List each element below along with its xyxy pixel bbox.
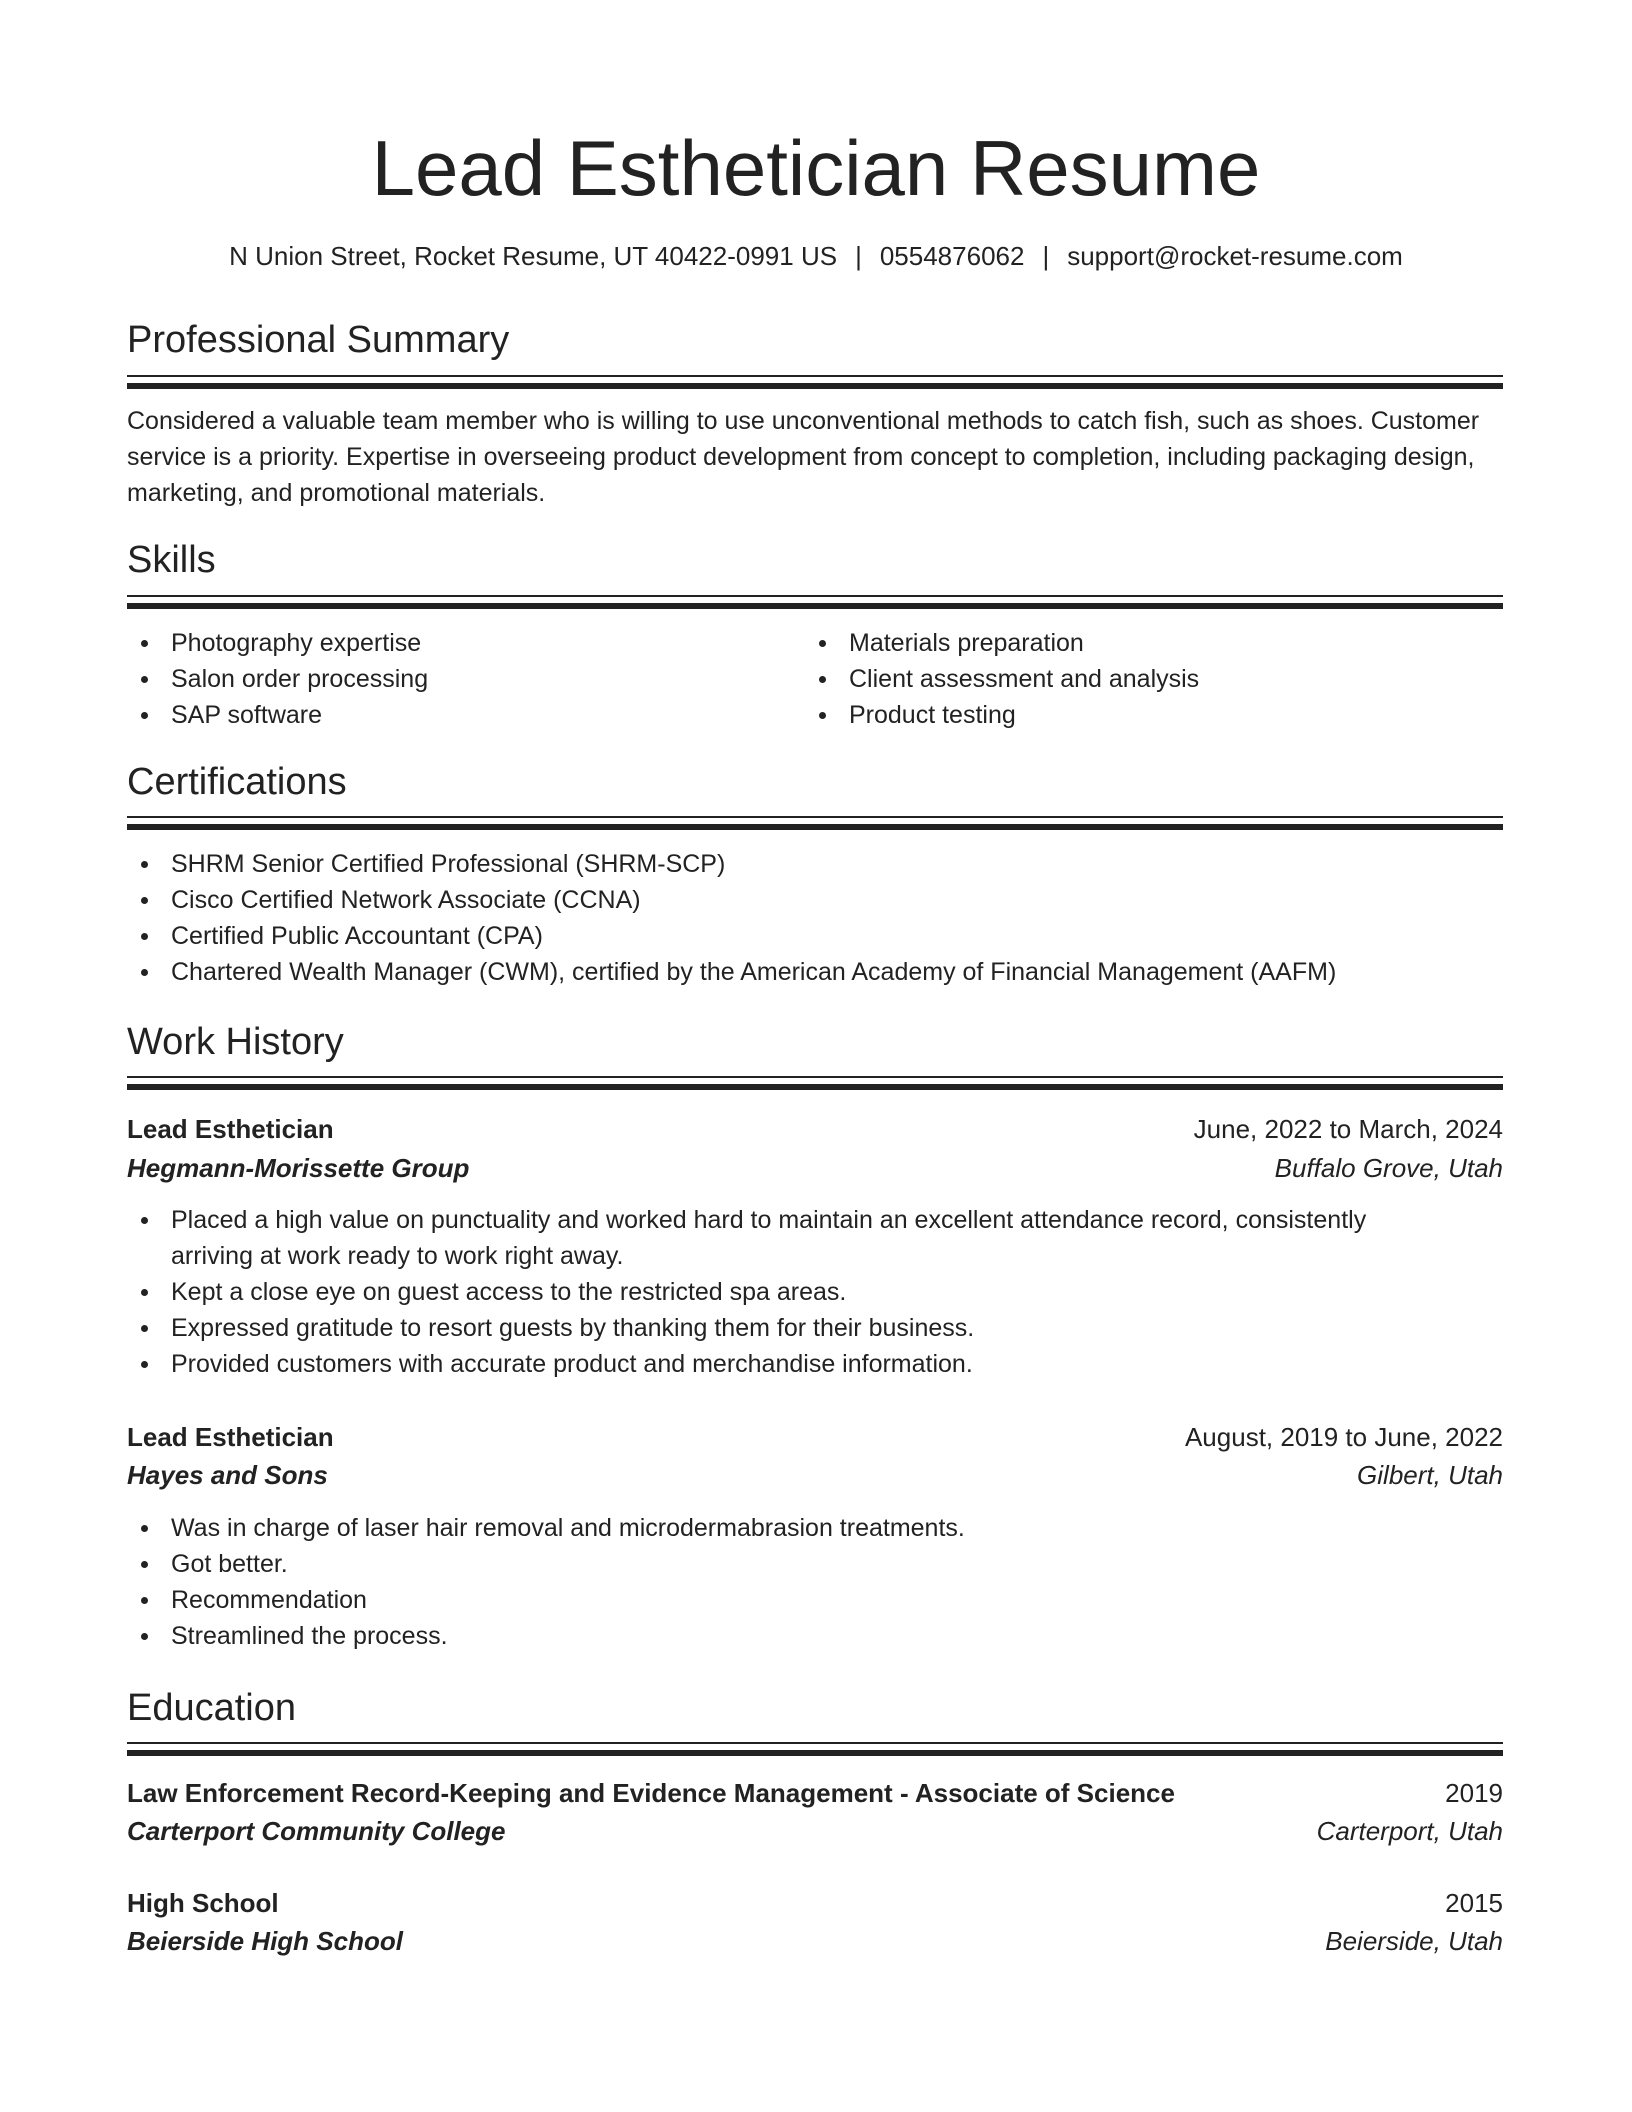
education-degree: Law Enforcement Record-Keeping and Evidence Management - Associate of Science: [127, 1778, 1175, 1808]
section-title-summary: Professional Summary: [127, 319, 510, 361]
section-title-work-history: Work History: [127, 1021, 344, 1063]
skill-item: Photography expertise: [127, 625, 787, 661]
job-bullet: Was in charge of laser hair removal and microdermabrasion treatments.: [127, 1510, 1503, 1546]
skill-item: SAP software: [127, 697, 787, 733]
education-school: Carterport Community College: [127, 1816, 506, 1846]
skills-list-right: [805, 625, 1503, 733]
job-company: Hayes and Sons: [127, 1460, 328, 1490]
job-bullets: [127, 1510, 1503, 1654]
job-bullet: Expressed gratitude to resort guests by thanking them for their business.: [127, 1310, 1503, 1346]
education-subheader: [127, 1922, 1503, 1960]
job-header: [127, 1110, 1503, 1148]
education-header: [127, 1774, 1503, 1812]
education-degree: High School: [127, 1888, 279, 1918]
job-location: Gilbert, Utah: [1357, 1460, 1503, 1490]
section-rule: [127, 1742, 1503, 1756]
job-role: Lead Esthetician: [127, 1422, 334, 1452]
job-bullets: [127, 1202, 1503, 1382]
summary-text: Considered a valuable team member who is willing to use unconventional methods to catch fish, such as shoes. Customer service is a priority. Expertise in overseeing product development from concept to completion, including packaging design, marketing, and promotional materials.: [127, 407, 1480, 507]
section-rule: [127, 1076, 1503, 1090]
skill-item: Client assessment and analysis: [805, 661, 1503, 697]
job-role: Lead Esthetician: [127, 1114, 334, 1144]
section-title-education: Education: [127, 1687, 297, 1729]
certification-item: SHRM Senior Certified Professional (SHRM-SCP): [127, 846, 1503, 882]
resume-title: Lead Esthetician Resume: [371, 124, 1261, 212]
certification-item: Chartered Wealth Manager (CWM), certified by the American Academy of Financial Management (AAFM): [127, 954, 1503, 990]
skill-item: Materials preparation: [805, 625, 1503, 661]
skill-item: Salon order processing: [127, 661, 787, 697]
job-dates: August, 2019 to June, 2022: [1184, 1422, 1503, 1452]
skills-list-left: [127, 625, 787, 733]
certification-item: Cisco Certified Network Associate (CCNA): [127, 882, 1503, 918]
education-year: 2019: [1445, 1778, 1503, 1808]
contact-separator: |: [855, 241, 862, 271]
job-company: Hegmann-Morissette Group: [127, 1153, 470, 1183]
education-school: Beierside High School: [127, 1926, 403, 1956]
job-bullet: Recommendation: [127, 1582, 1503, 1618]
section-title-skills: Skills: [127, 539, 216, 581]
education-location: Beierside, Utah: [1325, 1926, 1503, 1956]
education-header: [127, 1884, 1503, 1922]
education-year: 2015: [1445, 1888, 1503, 1918]
skill-item: Product testing: [805, 697, 1503, 733]
job-bullet: Kept a close eye on guest access to the restricted spa areas.: [127, 1274, 1503, 1310]
section-rule: [127, 375, 1503, 389]
job-dates: June, 2022 to March, 2024: [1193, 1114, 1503, 1144]
section-title-certifications: Certifications: [127, 761, 347, 803]
job-bullet: Provided customers with accurate product and merchandise information.: [127, 1346, 1503, 1382]
education-location: Carterport, Utah: [1316, 1816, 1503, 1846]
contact-phone[interactable]: 0554876062: [879, 241, 1025, 271]
job-bullet: Placed a high value on punctuality and worked hard to maintain an excellent attendance record, consistently arriving at work ready to work right away.: [127, 1202, 1503, 1274]
certifications-list: [127, 846, 1503, 990]
contact-separator: |: [1042, 241, 1050, 271]
contact-address: N Union Street, Rocket Resume, UT 40422-0991 US: [229, 241, 838, 271]
job-subheader: [127, 1456, 1503, 1494]
job-bullet: Got better.: [127, 1546, 1503, 1582]
section-rule: [127, 816, 1503, 830]
job-header: [127, 1418, 1503, 1456]
certification-item: Certified Public Accountant (CPA): [127, 918, 1503, 954]
education-subheader: [127, 1812, 1503, 1850]
job-subheader: [127, 1149, 1503, 1187]
job-bullet: Streamlined the process.: [127, 1618, 1503, 1654]
job-location: Buffalo Grove, Utah: [1274, 1153, 1503, 1183]
contact-email[interactable]: support@rocket-resume.com: [1067, 241, 1403, 271]
section-rule: [127, 595, 1503, 609]
contact-line: [0, 238, 1632, 274]
